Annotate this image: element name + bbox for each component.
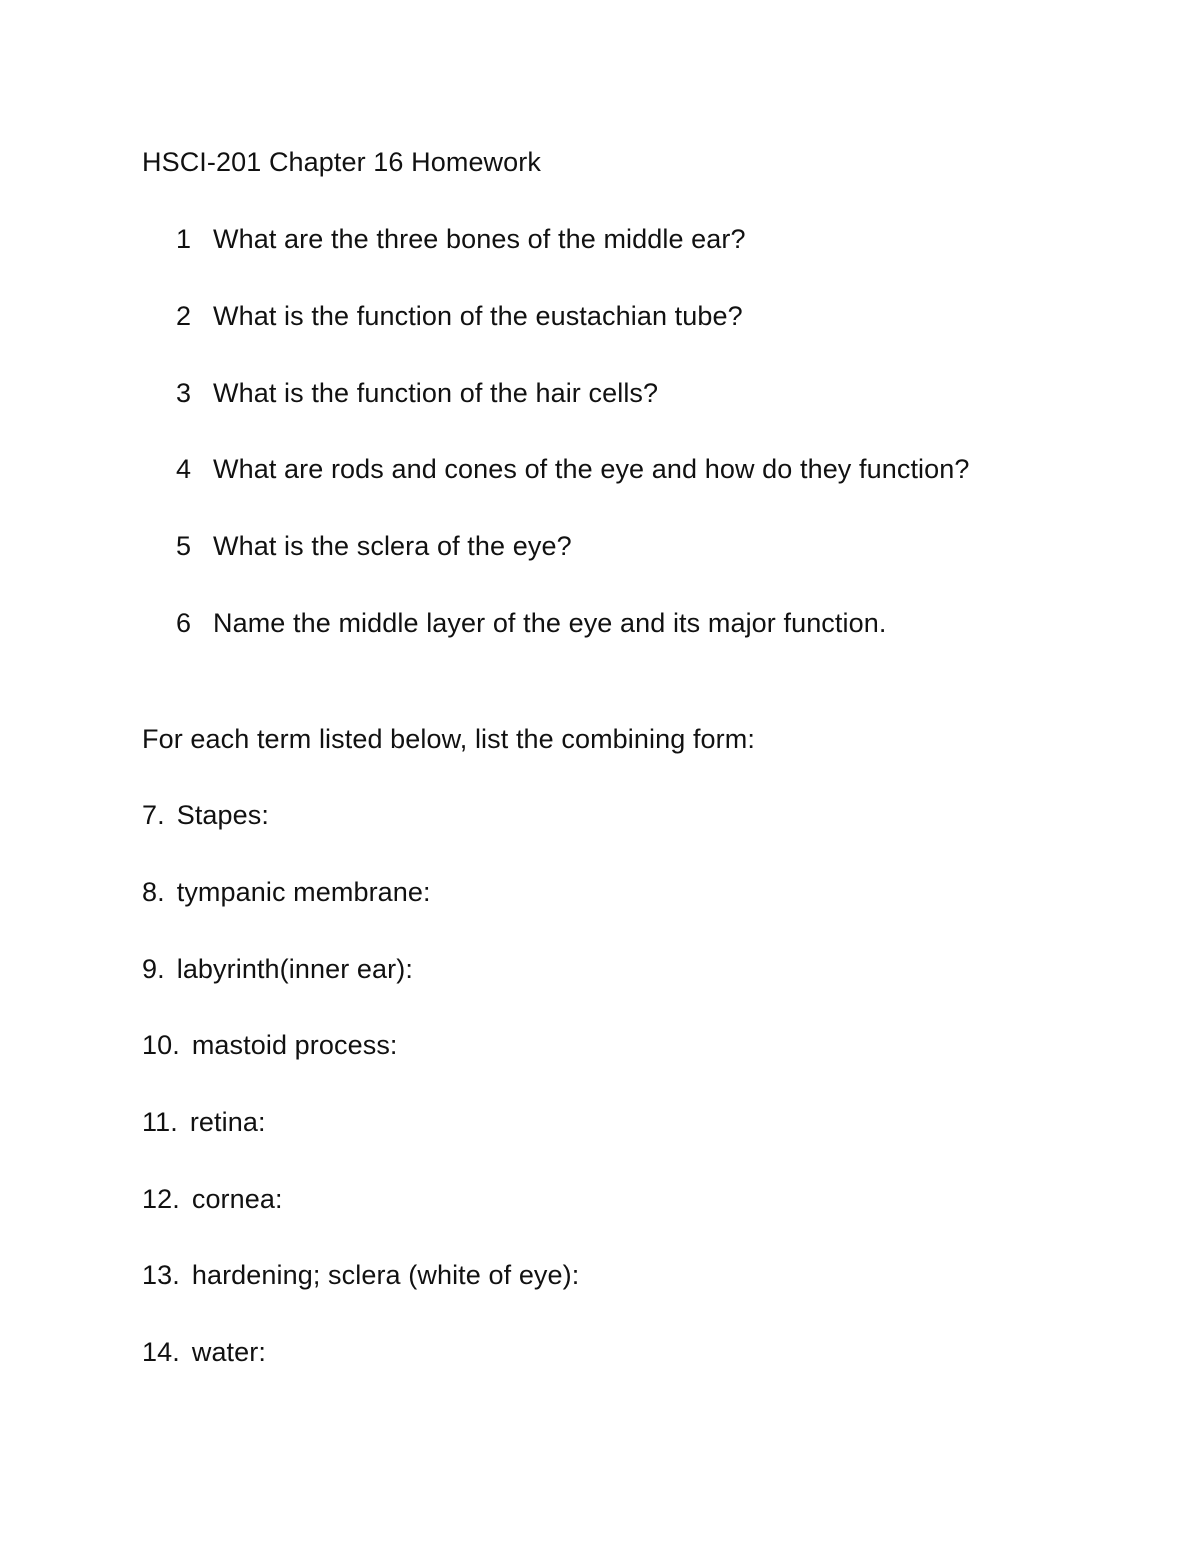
document-title: HSCI-201 Chapter 16 Homework	[142, 147, 541, 177]
term-number: 11.	[142, 1107, 178, 1137]
term-text: hardening; sclera (white of eye):	[191, 1260, 580, 1290]
term-text: Stapes:	[176, 800, 269, 830]
question-1	[176, 223, 746, 255]
question-number: 6	[176, 608, 192, 638]
question-4	[176, 453, 970, 485]
term-text: labyrinth(inner ear):	[176, 954, 413, 984]
term-14	[142, 1336, 266, 1368]
question-2	[176, 300, 743, 332]
term-9	[142, 953, 413, 985]
term-number: 13.	[142, 1260, 180, 1290]
question-text: What are the three bones of the middle ear?	[213, 224, 746, 254]
term-number: 7.	[142, 800, 165, 830]
term-number: 12.	[142, 1184, 180, 1214]
term-12	[142, 1183, 283, 1215]
question-number: 3	[176, 378, 192, 408]
question-number: 5	[176, 531, 192, 561]
term-text: mastoid process:	[191, 1030, 398, 1060]
question-text: What is the function of the hair cells?	[213, 378, 659, 408]
question-3	[176, 377, 658, 409]
question-text: Name the middle layer of the eye and its major function.	[213, 608, 887, 638]
term-text: water:	[191, 1337, 266, 1367]
question-number: 2	[176, 301, 192, 331]
term-13	[142, 1259, 579, 1291]
question-text: What is the function of the eustachian tube?	[213, 301, 743, 331]
term-10	[142, 1029, 398, 1061]
instruction-text: For each term listed below, list the combining form:	[142, 724, 755, 754]
term-number: 8.	[142, 877, 165, 907]
term-text: retina:	[189, 1107, 266, 1137]
question-text: What is the sclera of the eye?	[213, 531, 572, 561]
term-text: cornea:	[191, 1184, 283, 1214]
term-11	[142, 1106, 266, 1138]
question-number: 1	[176, 224, 192, 254]
term-text: tympanic membrane:	[176, 877, 431, 907]
question-number: 4	[176, 454, 192, 484]
term-number: 9.	[142, 954, 165, 984]
question-6	[176, 607, 886, 639]
term-7	[142, 799, 269, 831]
term-number: 10.	[142, 1030, 180, 1060]
question-5	[176, 530, 572, 562]
term-8	[142, 876, 431, 908]
question-text: What are rods and cones of the eye and how do they function?	[213, 454, 970, 484]
term-number: 14.	[142, 1337, 180, 1367]
